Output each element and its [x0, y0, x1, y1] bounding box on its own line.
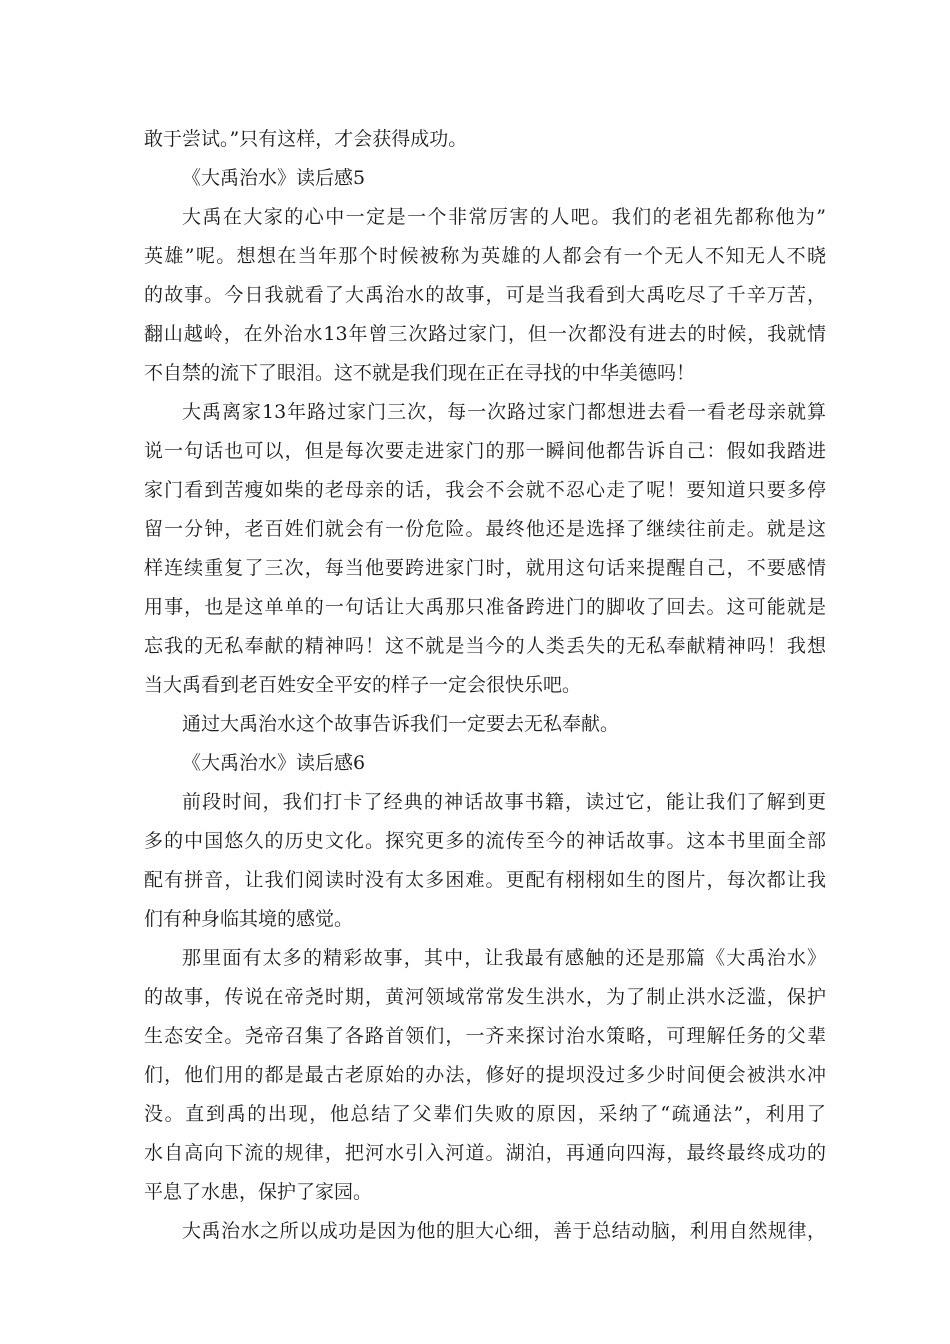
text-line: 配有拼音，让我们阅读时没有太多困难。更配有栩栩如生的图片，每次都让我 [144, 869, 826, 891]
text-line: 那里面有太多的精彩故事，其中，让我最有感触的还是那篇《大禹治水》 [182, 947, 826, 969]
text-line: 留一分钟，老百姓们就会有一份危险。最终他还是选择了继续往前走。就是这 [144, 518, 826, 540]
text-line: 翻山越岭，在外治水13年曾三次路过家门，但一次都没有进去的时候，我就情 [144, 323, 826, 345]
text-line: 前段时间，我们打卡了经典的神话故事书籍，读过它，能让我们了解到更 [182, 791, 826, 813]
text-line: 用事，也是这单单的一句话让大禹那只准备跨进门的脚收了回去。这可能就是 [144, 596, 826, 618]
text-line: 家门看到苦瘦如柴的老母亲的话，我会不会就不忍心走了呢！要知道只要多停 [144, 479, 826, 501]
text-line: 样连续重复了三次，每当他要跨进家门时，就用这句话来提醒自己，不要感情 [144, 557, 826, 579]
text-line: 生态安全。尧帝召集了各路首领们，一齐来探讨治水策略，可理解任务的父辈 [144, 1025, 826, 1047]
text-line: 的故事，传说在帝尧时期，黄河领域常常发生洪水，为了制止洪水泛滥，保护 [144, 986, 826, 1008]
document-body [144, 120, 826, 1251]
text-line: 通过大禹治水这个故事告诉我们一定要去无私奉献。 [182, 713, 620, 735]
text-line: 们，他们用的都是最古老原始的办法，修好的提坝没过多少时间便会被洪水冲 [144, 1064, 826, 1086]
text-line: 《大禹治水》读后感5 [182, 167, 366, 189]
text-line: 当大禹看到老百姓安全平安的样子一定会很快乐吧。 [144, 674, 582, 696]
text-line: 不自禁的流下了眼泪。这不就是我们现在正在寻找的中华美德吗！ [144, 362, 696, 384]
text-line: 们有种身临其境的感觉。 [144, 908, 354, 930]
text-line: 大禹在大家的心中一定是一个非常厉害的人吧。我们的老祖先都称他为” [182, 206, 826, 228]
text-line: 的故事。今日我就看了大禹治水的故事，可是当我看到大禹吃尽了千辛万苦， [144, 284, 826, 306]
text-line: 英雄”呢。想想在当年那个时候被称为英雄的人都会有一个无人不知无人不晓 [144, 245, 826, 267]
text-line: 多的中国悠久的历史文化。探究更多的流传至今的神话故事。这本书里面全部 [144, 830, 826, 852]
text-line: 敢于尝试。”只有这样，才会获得成功。 [144, 128, 468, 150]
text-line: 大禹离家13年路过家门三次，每一次路过家门都想进去看一看老母亲就算 [182, 401, 826, 423]
text-line: 水自高向下流的规律，把河水引入河道。湖泊，再通向四海，最终最终成功的 [144, 1142, 826, 1164]
text-line: 说一句话也可以，但是每次要走进家门的那一瞬间他都告诉自己：假如我踏进 [144, 440, 826, 462]
text-line: 忘我的无私奉献的精神吗！这不就是当今的人类丢失的无私奉献精神吗！我想 [144, 635, 826, 657]
text-line: 平息了水患，保护了家园。 [144, 1181, 373, 1203]
text-line: 大禹治水之所以成功是因为他的胆大心细，善于总结动脑，利用自然规律， [182, 1220, 826, 1242]
text-line: 没。直到禹的出现，他总结了父辈们失败的原因，采纳了“疏通法”，利用了 [144, 1103, 826, 1125]
text-line: 《大禹治水》读后感6 [182, 752, 366, 774]
